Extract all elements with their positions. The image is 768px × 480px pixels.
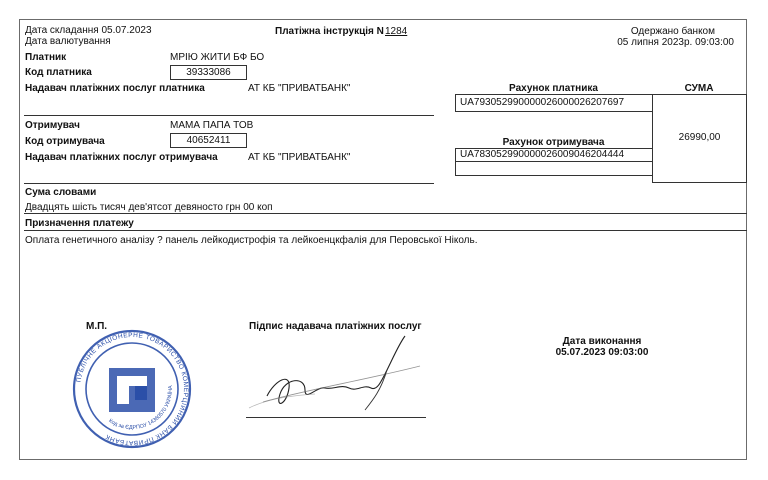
payer-label: Платник [25, 52, 67, 63]
execution-date: 05.07.2023 09:03:00 [555, 347, 649, 358]
document-number: 1284 [385, 26, 408, 37]
payer-code: 39333086 [170, 65, 247, 80]
recipient-label: Отримувач [25, 120, 80, 131]
document-title: Платіжна інструкція N [275, 26, 384, 37]
bank-stamp [67, 328, 197, 450]
purpose-divider [24, 230, 747, 231]
recipient-divider [24, 183, 434, 184]
payer-account: UA793052990000026000026207697 [455, 94, 653, 112]
execution-label: Дата виконання [562, 336, 642, 347]
date-compiled-line [25, 25, 152, 36]
payer-code-label: Код платника [25, 67, 92, 78]
purpose-value: Оплата генетичного аналізу ? панель лейкодистрофія та лейкоенцкфалія для Перовської Ніколь. [25, 235, 478, 246]
recipient-provider: АТ КБ "ПРИВАТБАНК" [248, 152, 351, 163]
signature [245, 330, 445, 420]
amount-label: СУМА [684, 83, 714, 94]
date-compiled-label: Дата складання [25, 25, 99, 36]
recipient-name: МАМА ПАПА ТОВ [170, 120, 254, 131]
received-date: 05 липня 2023р. 09:03:00 [617, 37, 734, 48]
stamp-outer-text: ПУБЛІЧНЕ АКЦІОНЕРНЕ ТОВАРИСТВО КОМЕРЦІЙНИЙ БАНК ПРИВАТБАНК [75, 331, 190, 447]
payer-divider [24, 115, 434, 116]
payer-provider-label: Надавач платіжних послуг платника [25, 83, 205, 94]
recipient-account: UA783052990000026009046204444 [455, 148, 653, 162]
stamp-inner-text: Код за ЄДРПОУ 14360570 УКРАЇНА [107, 385, 175, 432]
amount-value: 26990,00 [652, 94, 747, 183]
date-compiled-value: 05.07.2023 [101, 25, 152, 36]
stamp-label: М.П. [86, 321, 108, 332]
recipient-code: 40652411 [170, 133, 247, 148]
recipient-account-extra [455, 161, 653, 176]
date-value-label: Дата валютування [25, 36, 111, 47]
amount-words-label: Сума словами [25, 187, 97, 198]
payer-provider: АТ КБ "ПРИВАТБАНК" [248, 83, 351, 94]
amount-words-value: Двадцять шість тисяч дев'ятсот девяносто грн 00 коп [25, 202, 273, 213]
recipient-code-label: Код отримувача [25, 136, 105, 147]
payer-account-label: Рахунок платника [509, 83, 598, 94]
amount-words-divider [24, 213, 747, 214]
payer-name: МРІЮ ЖИТИ БФ БО [170, 52, 265, 63]
purpose-label: Призначення платежу [25, 218, 134, 229]
recipient-account-label: Рахунок отримувача [502, 137, 605, 148]
received-label: Одержано банком [630, 26, 715, 37]
signature-line [246, 417, 426, 418]
signature-label: Підпис надавача платіжних послуг [249, 321, 422, 332]
recipient-provider-label: Надавач платіжних послуг отримувача [25, 152, 218, 163]
privatbank-logo-icon [109, 368, 155, 412]
